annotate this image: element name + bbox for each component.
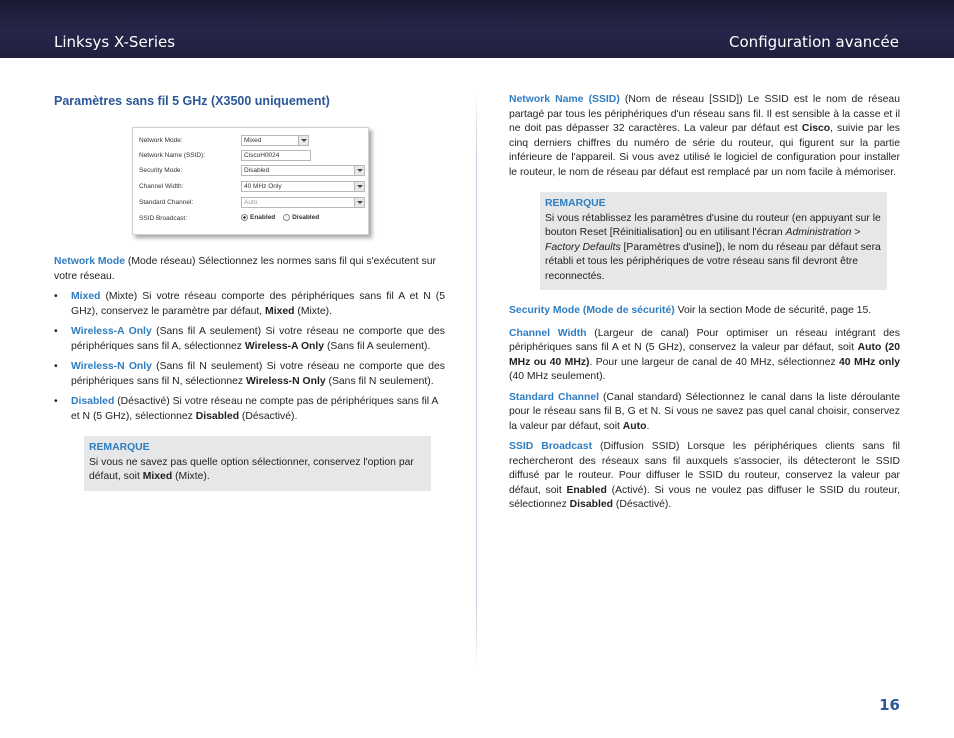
section-title: Configuration avancée xyxy=(729,33,899,51)
ss-label: Channel Width: xyxy=(139,183,184,190)
term: Security Mode (Mode de sécurité) xyxy=(509,305,675,316)
ss-value: 40 MHz Only xyxy=(244,183,282,190)
network-mode-options xyxy=(54,290,445,424)
page-number: 16 xyxy=(879,696,900,714)
bold-text: Wireless-A Only xyxy=(244,340,325,352)
ss-select xyxy=(241,181,365,192)
text: (Sans fil N seulement) Si votre réseau ne comporte que des périphériques sans fil N, sélectionnez xyxy=(71,361,445,387)
ss-select xyxy=(241,165,365,176)
chevron-down-icon xyxy=(354,166,364,175)
ss-label: Security Mode: xyxy=(139,167,183,174)
text: (Mixte). xyxy=(294,305,333,317)
ss-row-ssid xyxy=(139,150,367,162)
text: . xyxy=(646,420,650,432)
text: , suivie par les cinq derniers chiffres du numéro de série du routeur, qui figurent sur la partie inférieure de l'appareil. Si vous avez utilisé le logiciel de configuration pour installer le routeur, le nom de réseau par défaut est remplacé par un nom facile à mémoriser. xyxy=(509,123,900,178)
bold-text: Cisco xyxy=(801,123,831,134)
network-mode-paragraph xyxy=(54,255,445,284)
product-title: Linksys X-Series xyxy=(54,33,176,51)
network-name-paragraph xyxy=(509,93,900,180)
bullet-icon: • xyxy=(54,326,58,337)
bullet-icon: • xyxy=(54,361,58,372)
radio-off-icon xyxy=(283,214,290,221)
italic-text: Administration > Factory Defaults xyxy=(545,227,861,253)
ss-row-ssid-broadcast xyxy=(139,213,367,225)
term: Wireless-A Only xyxy=(71,326,152,337)
term: Standard Channel xyxy=(509,391,600,403)
channel-width-paragraph xyxy=(509,327,900,385)
ss-select xyxy=(241,135,309,146)
text: . Pour une largeur de canal de 40 MHz, sélectionnez xyxy=(589,356,840,368)
chevron-down-icon xyxy=(354,198,364,207)
list-item xyxy=(54,290,445,319)
page-header xyxy=(0,0,954,58)
term: Network Mode xyxy=(54,256,126,267)
ss-value: CiscoH0024 xyxy=(244,152,280,159)
ss-row-security xyxy=(139,165,367,177)
ss-radio-group xyxy=(241,214,319,222)
note-text xyxy=(89,456,426,485)
bold-text: Disabled xyxy=(569,499,613,510)
chevron-down-icon xyxy=(298,136,308,145)
ss-label: SSID Broadcast: xyxy=(139,215,188,222)
term: Mixed xyxy=(71,291,101,302)
text: (Sans fil A seulement). xyxy=(324,340,431,352)
ssid-broadcast-paragraph xyxy=(509,440,900,513)
standard-channel-paragraph xyxy=(509,391,900,435)
text: (Sans fil N seulement). xyxy=(325,375,434,387)
list-item xyxy=(54,395,445,424)
ss-value: Mixed xyxy=(244,137,262,144)
term: Wireless-N Only xyxy=(71,361,152,372)
ss-select xyxy=(241,197,365,208)
term: SSID Broadcast xyxy=(509,441,593,452)
ss-label: Standard Channel: xyxy=(139,199,194,206)
left-column xyxy=(54,93,445,491)
bold-text: Auto xyxy=(622,420,647,432)
text: (Désactivé). xyxy=(612,499,672,510)
text: [Paramètres d'usine]), le nom du réseau par défaut sera rétabli et tous les périphériques de votre réseau sans fil devront être reconnectés. xyxy=(545,241,881,282)
note-box xyxy=(540,192,887,290)
ss-row-channel-width xyxy=(139,181,367,193)
bold-text: Enabled xyxy=(566,484,607,496)
ss-text xyxy=(241,150,311,161)
list-item xyxy=(54,360,445,389)
security-mode-paragraph xyxy=(509,304,900,319)
bold-text: Auto (20 MHz ou 40 MHz) xyxy=(509,342,900,368)
bold-text: 40 MHz only xyxy=(839,356,901,368)
bold-text: Mixed xyxy=(142,471,173,482)
column-divider xyxy=(476,92,477,668)
ss-radio-label: Disabled xyxy=(292,214,320,222)
text: (Canal standard) Sélectionnez le canal dans la liste déroulante pour le réseau sans fil B, G et N. Si vous ne savez pas quel canal choisir, conservez la valeur par défaut, soit xyxy=(509,391,900,432)
text: (40 MHz seulement). xyxy=(509,371,606,382)
ss-row-standard-channel xyxy=(139,197,367,209)
note-label: REMARQUE xyxy=(545,198,606,209)
text: (Nom de réseau [SSID]) Le SSID est le nom de réseau partagé par tous les périphériques d'un réseau sans fil. Il est sensible à la casse et il ne doit pas dépasser 32 caractères. La valeur par défaut est xyxy=(509,94,900,134)
bullet-icon: • xyxy=(54,396,58,407)
note-text xyxy=(545,212,882,285)
text: (Mixte). xyxy=(172,471,210,482)
ss-label: Network Mode: xyxy=(139,137,183,144)
list-item xyxy=(54,325,445,354)
text: (Largeur de canal) Pour optimiser un réseau intégrant des périphériques sans fil A et N (5 GHz), conservez la valeur par défaut, soit xyxy=(509,327,900,353)
bold-text: Mixed xyxy=(265,305,295,317)
ss-radio-label: Enabled xyxy=(250,214,276,222)
ss-value: Disabled xyxy=(244,167,270,174)
text: (Désactivé). xyxy=(239,410,298,422)
text: (Mode réseau) Sélectionnez les normes sans fil qui s'exécutent sur votre réseau. xyxy=(54,256,436,282)
ss-value: Auto xyxy=(244,199,258,206)
section-heading: Paramètres sans fil 5 GHz (X3500 uniquement) xyxy=(54,94,330,108)
bold-text: Disabled xyxy=(195,410,240,422)
bold-text: Wireless-N Only xyxy=(246,375,326,387)
text: (Mixte) Si votre réseau comporte des périphériques sans fil A et N (5 GHz), conservez le paramètre par défaut, xyxy=(71,291,445,317)
note-label: REMARQUE xyxy=(89,442,150,453)
text: (Diffusion SSID) Lorsque les périphériques clients sans fil rechercheront des réseaux sans fil auxquels s'associer, ils détecteront le SSID diffusé par le routeur. Pour diffuser le SSID du routeur, conservez la valeur par défaut, soit xyxy=(509,441,900,496)
right-column xyxy=(509,93,900,519)
ss-label: Network Name (SSID): xyxy=(139,152,206,159)
term: Network Name (SSID) xyxy=(509,94,620,105)
chevron-down-icon xyxy=(354,182,364,191)
radio-on-icon xyxy=(241,214,248,221)
settings-screenshot xyxy=(132,127,369,235)
text: (Activé). Si vous ne voulez pas diffuser le SSID du routeur, sélectionnez xyxy=(509,484,900,510)
text: Si vous rétablissez les paramètres d'usine du routeur (en appuyant sur le bouton Reset [Réinitialisation] ou en utilisant l'écran xyxy=(545,212,881,238)
ss-row-network-mode xyxy=(139,135,367,147)
note-box xyxy=(84,436,431,491)
bullet-icon: • xyxy=(54,291,58,302)
term: Channel Width xyxy=(509,327,587,339)
term: Disabled xyxy=(71,396,115,407)
text: Voir la section Mode de sécurité, page 15. xyxy=(674,305,872,316)
text: (Désactivé) Si votre réseau ne compte pas de périphériques sans fil A et N (5 GHz), sélectionnez xyxy=(71,396,438,422)
text: Si vous ne savez pas quelle option sélectionner, conservez l'option par défaut, soit xyxy=(89,456,414,482)
text: (Sans fil A seulement) Si votre réseau ne comporte que des périphériques sans fil A, sélectionnez xyxy=(71,326,445,352)
